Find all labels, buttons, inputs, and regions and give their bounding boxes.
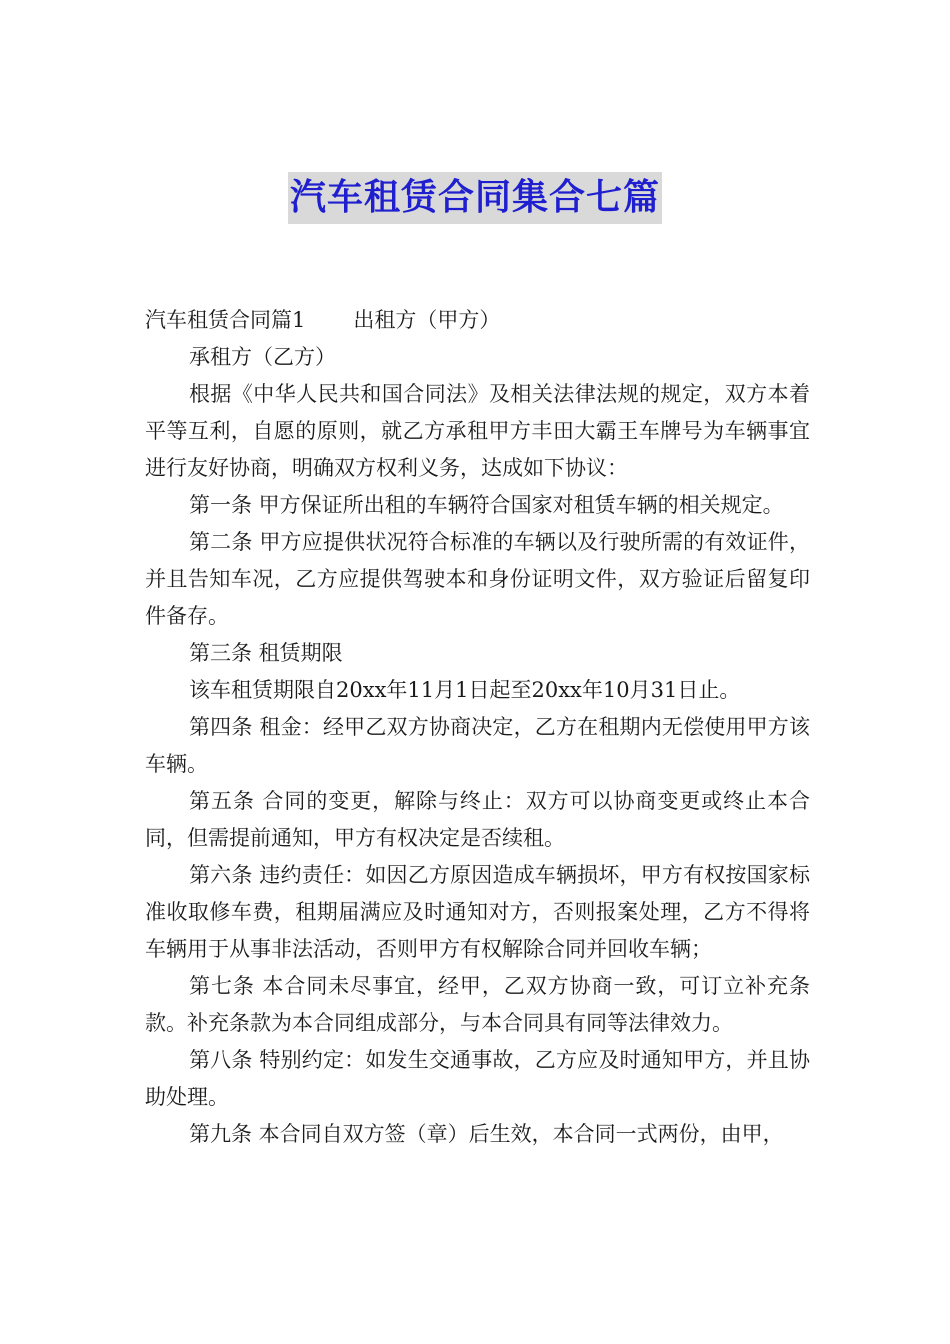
title-container [0, 172, 950, 224]
document-title: 汽车租赁合同集合七篇 [288, 172, 662, 224]
paragraph-article-2: 第二条 甲方应提供状况符合标准的车辆以及行驶所需的有效证件，并且告知车况，乙方应提供驾驶本和身份证明文件，双方验证后留复印件备存。 [145, 530, 810, 628]
paragraph-article-5: 第五条 合同的变更，解除与终止：双方可以协商变更或终止本合同，但需提前通知，甲方有权决定是否续租。 [145, 789, 810, 850]
document-body [145, 302, 810, 1153]
contract-heading-line [145, 302, 810, 339]
paragraph-lease-term: 该车租赁期限自20xx年11月1日起至20xx年10月31日止。 [189, 678, 741, 702]
paragraph-article-9: 第九条 本合同自双方签（章）后生效，本合同一式两份，由甲， [189, 1122, 784, 1146]
section-heading: 汽车租赁合同篇1 [145, 308, 306, 332]
paragraph-article-4: 第四条 租金：经甲乙双方协商决定，乙方在租期内无偿使用甲方该车辆。 [145, 715, 810, 776]
lessor-label: 出租方（甲方） [353, 308, 501, 332]
paragraph-preamble: 根据《中华人民共和国合同法》及相关法律法规的规定，双方本着平等互利，自愿的原则，就乙方承租甲方丰田大霸王车牌号为车辆事宜进行友好协商，明确双方权利义务，达成如下协议： [145, 382, 810, 480]
paragraph-article-6: 第六条 违约责任：如因乙方原因造成车辆损坏，甲方有权按国家标准收取修车费，租期届满应及时通知对方，否则报案处理，乙方不得将车辆用于从事非法活动，否则甲方有权解除合同并回收车辆； [145, 863, 810, 961]
paragraph-article-1: 第一条 甲方保证所出租的车辆符合国家对租赁车辆的相关规定。 [189, 493, 784, 517]
paragraph-article-8: 第八条 特别约定：如发生交通事故，乙方应及时通知甲方，并且协助处理。 [145, 1048, 810, 1109]
paragraph-article-3: 第三条 租赁期限 [189, 641, 343, 665]
lessee-label: 承租方（乙方） [189, 345, 336, 369]
paragraph-article-7: 第七条 本合同未尽事宜，经甲，乙双方协商一致，可订立补充条款。补充条款为本合同组成部分，与本合同具有同等法律效力。 [145, 974, 810, 1035]
